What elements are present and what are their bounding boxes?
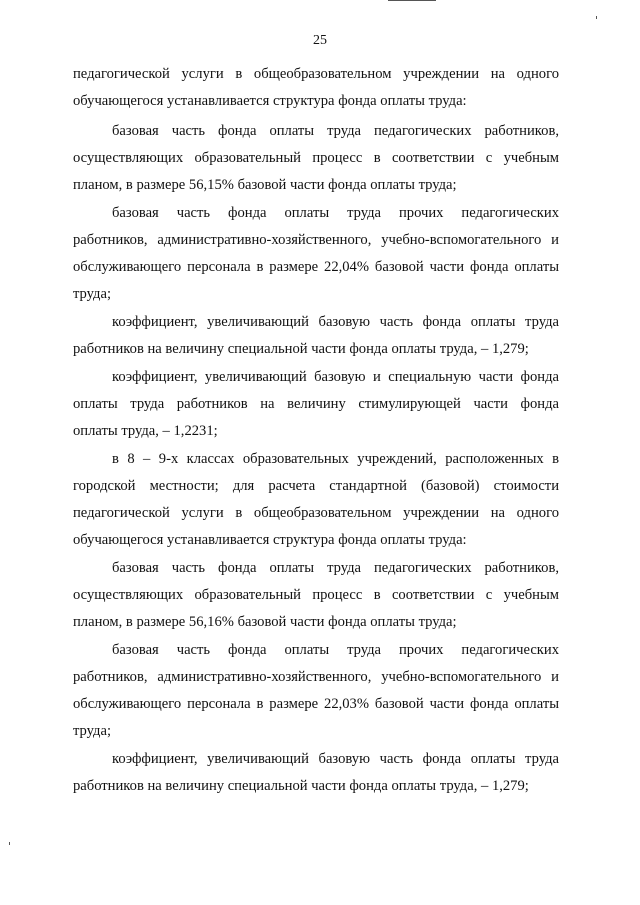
text-line: коэффициент, увеличивающий базовую часть фонда оплаты труда xyxy=(112,314,559,330)
text-line: осуществляющих образовательный процесс в соответствии с учебным xyxy=(73,587,559,603)
text-line: осуществляющих образовательный процесс в соответствии с учебным xyxy=(73,150,559,166)
text-line: оплаты труда, – 1,2231; xyxy=(73,423,218,439)
scan-artifact-left xyxy=(9,842,10,845)
text-line: базовая часть фонда оплаты труда педагогических работников, xyxy=(112,123,559,139)
text-line: планом, в размере 56,16% базовой части фонда оплаты труда; xyxy=(73,614,457,630)
text-line: обучающегося устанавливается структура фонда оплаты труда: xyxy=(73,93,467,109)
text-line: педагогической услуги в общеобразовательном учреждении на одного xyxy=(73,505,559,521)
text-line: работников на величину специальной части фонда оплаты труда, – 1,279; xyxy=(73,778,529,794)
text-line: базовая часть фонда оплаты труда прочих педагогических xyxy=(112,205,559,221)
text-line: коэффициент, увеличивающий базовую и специальную части фонда xyxy=(112,369,559,385)
page-number: 25 xyxy=(313,33,327,48)
text-line: планом, в размере 56,15% базовой части фонда оплаты труда; xyxy=(73,177,457,193)
text-line: обслуживающего персонала в размере 22,03% базовой части фонда оплаты xyxy=(73,696,559,712)
scan-artifact-right xyxy=(596,16,597,19)
text-line: работников на величину специальной части фонда оплаты труда, – 1,279; xyxy=(73,341,529,357)
scan-artifact-top xyxy=(388,0,436,1)
text-line: обучающегося устанавливается структура фонда оплаты труда: xyxy=(73,532,467,548)
text-line: труда; xyxy=(73,286,111,302)
text-line: работников, административно-хозяйственного, учебно-вспомогательного и xyxy=(73,669,559,685)
text-line: оплаты труда работников на величину стимулирующей части фонда xyxy=(73,396,559,412)
text-line: базовая часть фонда оплаты труда прочих педагогических xyxy=(112,642,559,658)
text-line: базовая часть фонда оплаты труда педагогических работников, xyxy=(112,560,559,576)
text-line: работников, административно-хозяйственного, учебно-вспомогательного и xyxy=(73,232,559,248)
text-line: в 8 – 9-х классах образовательных учреждений, расположенных в xyxy=(112,451,559,467)
text-line: городской местности; для расчета стандартной (базовой) стоимости xyxy=(73,478,559,494)
text-line: коэффициент, увеличивающий базовую часть фонда оплаты труда xyxy=(112,751,559,767)
text-line: труда; xyxy=(73,723,111,739)
text-line: педагогической услуги в общеобразовательном учреждении на одного xyxy=(73,66,559,82)
text-line: обслуживающего персонала в размере 22,04% базовой части фонда оплаты xyxy=(73,259,559,275)
